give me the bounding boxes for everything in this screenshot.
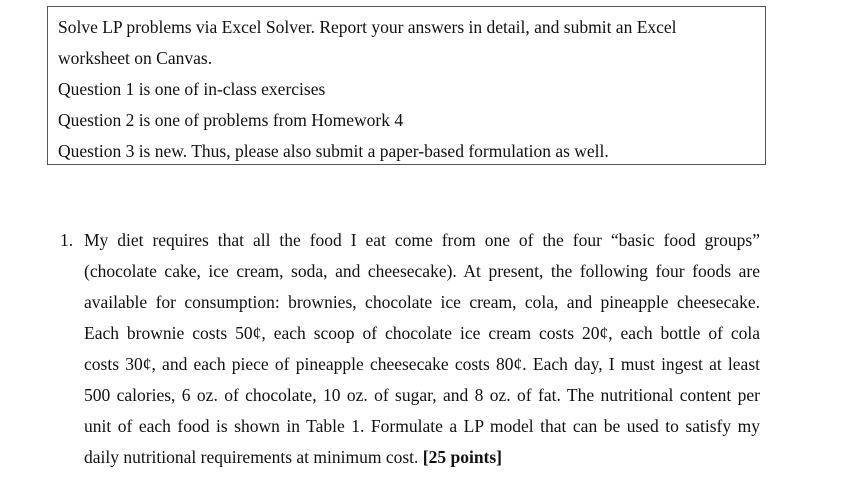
question-1-line-8 — [84, 447, 760, 467]
instruction-line-1: Solve LP problems via Excel Solver. Report your answers in detail, and submit an Excel — [58, 17, 677, 37]
question-1-line-4: Each brownie costs 50¢, each scoop of chocolate ice cream costs 20¢, each bottle of cola — [84, 323, 760, 343]
points-label: [25 points] — [422, 447, 503, 467]
question-1-last-text: daily nutritional requirements at minimum cost. — [84, 447, 419, 467]
question-1-line-5: costs 30¢, and each piece of pineapple cheesecake costs 80¢. Each day, I must ingest at least — [84, 354, 760, 374]
question-1-line-6: 500 calories, 6 oz. of chocolate, 10 oz. of sugar, and 8 oz. of fat. The nutritional content per — [84, 385, 760, 405]
instruction-line-2: worksheet on Canvas. — [58, 48, 213, 68]
question-1-number: 1. — [60, 230, 74, 250]
instruction-line-4: Question 2 is one of problems from Homework 4 — [58, 110, 404, 130]
instruction-line-5: Question 3 is new. Thus, please also submit a paper-based formulation as well. — [58, 141, 609, 161]
instruction-line-3: Question 1 is one of in-class exercises — [58, 79, 326, 99]
question-1-line-2: (chocolate cake, ice cream, soda, and cheesecake). At present, the following four foods are — [84, 261, 760, 281]
question-1-line-7: unit of each food is shown in Table 1. Formulate a LP model that can be used to satisfy my — [84, 416, 760, 436]
question-1-line-1: My diet requires that all the food I eat come from one of the four “basic food groups” — [84, 230, 760, 250]
instructions-box — [47, 6, 766, 165]
question-1-line-3: available for consumption: brownies, chocolate ice cream, cola, and pineapple cheesecake. — [84, 292, 760, 312]
